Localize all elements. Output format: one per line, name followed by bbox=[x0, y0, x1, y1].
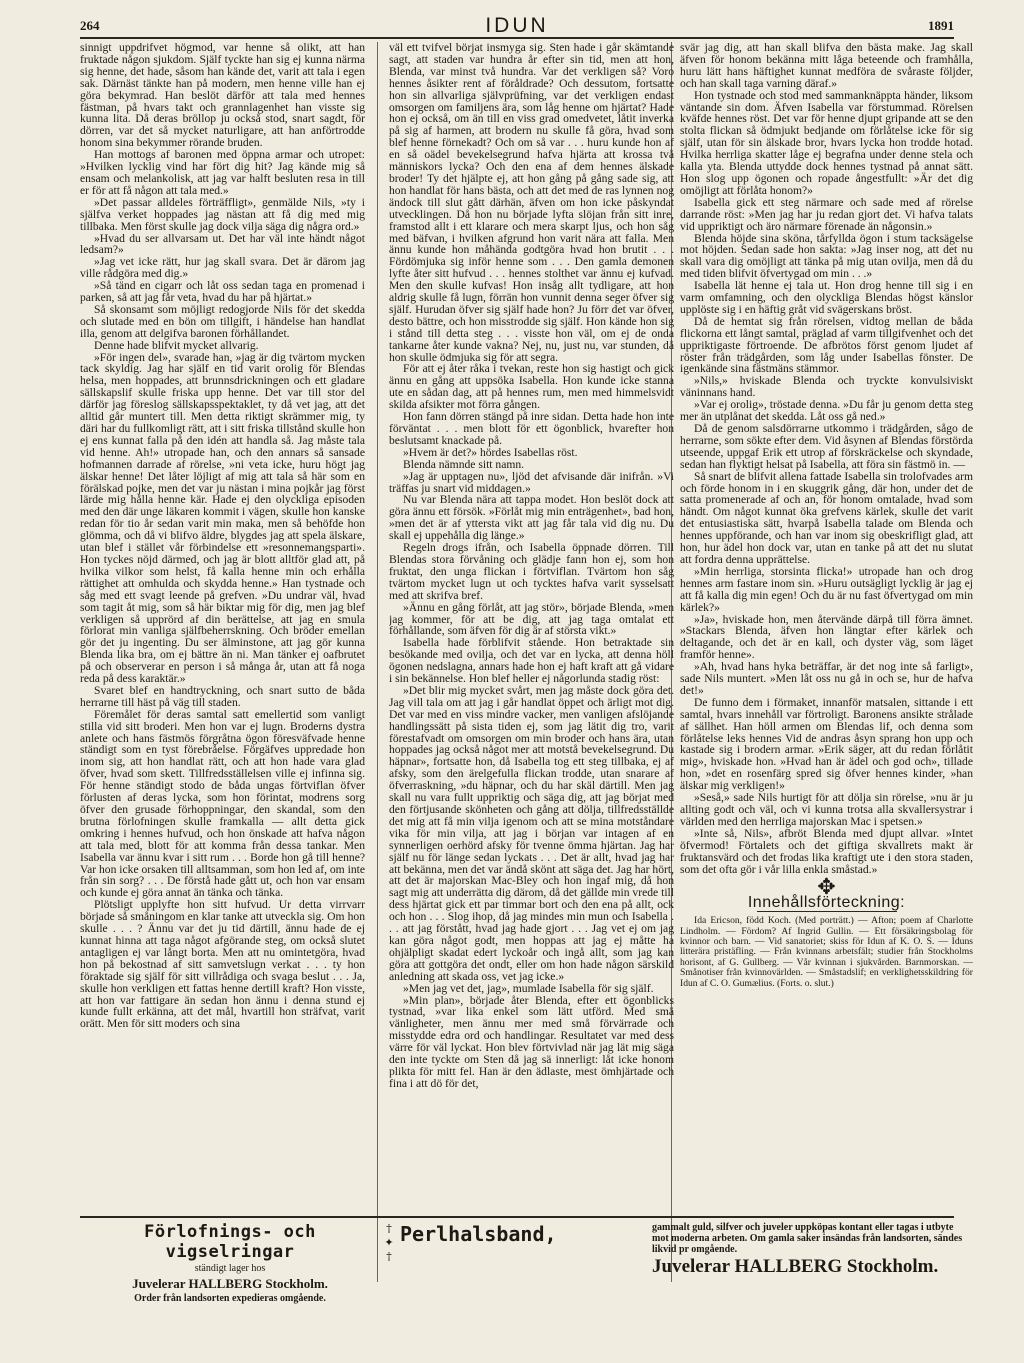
paragraph: »Jag vet icke rätt, hur jag skall svara. Det är därom jag ville rådgöra med dig.» bbox=[80, 255, 365, 281]
paragraph: »Men jag vet det, jag», mumlade Isabella för sig själf. bbox=[403, 981, 654, 995]
masthead-title: IDUN bbox=[485, 14, 549, 37]
paragraph: »Seså,» sade Nils hurtigt för att dölja sin rörelse, »nu är ju allting godt och väl, och vi kunna trotsa alla skvallersystrar i världen med den herrliga majorskan Mac i spetsen.» bbox=[680, 791, 973, 828]
column-1 bbox=[80, 42, 365, 1164]
toc-body: Ida Ericson, född Koch. (Med porträtt.) — Afton; poem af Charlotte Lindholm. — Fördom? Af Ingrid Gullin. — Ett försäkringsbolag för kvinnor och barn. — Vid sanatoriet; skiss för Idun af K. O. S. — Iduns litterära pristäfling. — Från kvinnans arbetsfält; studier från Stockholms horisont, af G. Gullberg. — Vår kvinnan i sjukvården. Barnmorskan. — Smånotiser från kvinnovärlden. — Småstadslif; en verklighetsskildring för Idun af C. O. Gumælius. (Forts. o. slut.) bbox=[680, 915, 973, 989]
column-2 bbox=[389, 42, 674, 1164]
advert-pearls bbox=[400, 1222, 973, 1280]
paragraph: »Så tänd en cigarr och låt oss sedan taga en promenad i parken, så att jag får veta, hvad du har på hjärtat.» bbox=[80, 279, 365, 305]
advert-headline: Förlofnings- och vigselringar bbox=[144, 1222, 316, 1262]
paragraph: Då de hemtat sig från rörelsen, vidtog mellan de båda flickorna ett långt samtal, präglad af varm tillgifvenhet och det uppriktigaste förtroende. De afbrötos först genom ljudet af röster från trädgården, som låg under Isabellas fönster. De igenkände sina fästmäns stämmor. bbox=[680, 314, 973, 376]
paragraph: Isabella lät henne ej tala ut. Hon drog henne till sig i en varm omfamning, och den olyckliga Blendas högst känslor upplöste sig i en häftig gråt vid svägerskans bröst. bbox=[680, 279, 973, 316]
paragraph: »Var ej orolig», tröstade denna. »Du får ju genom detta steg mer än utplånat det skedda. Låt oss gå ned.» bbox=[680, 398, 973, 424]
paragraph: Blenda nämnde sitt namn. bbox=[403, 457, 525, 471]
paragraph: Isabella hade förblifvit stående. Hon betraktade sin besökande med ovilja, och det var en lycka, att denna höll ögonen nedslagna, annars hade hon ej haft kraft att gå vidare i sin bekännelse. Hon blef heller ej någorlunda stadig röst: bbox=[389, 636, 674, 686]
paragraph: »Ännu en gång förlåt, att jag stör», började Blenda, »men jag kommer, för att be dig, att jag taga omtalat ett förhållande, som äfven för dig är af största vikt.» bbox=[389, 600, 674, 638]
paragraph: Föremålet för deras samtal satt emellertid som vanligt stilla vid sitt broderi. Men hon var ej lugn. Broderns dystra anlete och hans fästmös förgråtna ögon föresväfvade henne ständigt som en tyst förebråelse. Förgäfves uppredade hon inom sig, att hon handlat rätt, och att hon hade vara glad öfver, hvad som skett. Tillfredsställelsen ville ej infinna sig. För henne ständigt stodo de båda ungas förtviflan öfver förlusten af deras lycka, som hon förintat, modrens sorg öfver den grusade förhoppningar, den skandal, som den brutna förlofningen skulle framkalla — allt detta gick omkring i hennes hufvud, och hon önskade att hafva någon att tala med, blott för att komma från dessa tankar. Men Isabella var ännu kvar i sitt rum . . . Borde hon gå till henne? Var hon icke orsaken till alltsamman, som hon led af, om inte från sin sorg? . . . De förstå hade gått ut, och hon var ensam och kunde ej göra annat än tänka och tänka. bbox=[80, 707, 365, 900]
paragraph: sinnigt uppdrifvet högmod, var henne så olikt, att han fruktade någon sjukdom. Själf tyckte han sig ej kunna närma sig henne, det hade, såsom han kände det, varit att tala i egen sak. Därnäst tänkte han på modern, men henne ville han ej göra bekymrad. Han beslöt därför att tala med hennes fästman, på hvars takt och grannlagenhet han visste sig kunna lita. Då deras bröllop ju också stod, snart sagdt, för dörren, var det så mycket naturligare, att han anförtrodde honom sina bekymmer rörande bruden. bbox=[80, 42, 365, 150]
paragraph: »Hvem är det?» hördes Isabellas röst. bbox=[403, 445, 578, 459]
year: 1891 bbox=[928, 18, 954, 33]
ornament-icon: ✥ bbox=[817, 874, 836, 900]
column-3 bbox=[680, 42, 973, 1164]
paragraph: Så skonsamt som möjligt redogjorde Nils för det skedda och slutade med en bön om tillgift, i händelse han handlat illa, genom att delgifva baronen förhållandet. bbox=[80, 302, 365, 340]
paragraph: »För ingen del», svarade han, »jag är dig tvärtom mycken tack skyldig. Jag har själf en tid varit orolig för Blendas helsa, men hoppades, att brunnsdrickningen och ett gladare sällskapslif skulle friska upp henne. Det var till stor del därför jag föreslog sällskapsspektaklet, ty då vet jag, att det alltid går muntert till. Men detta riktigt skrämmer mig, ty däri har du fullkomligt rätt, att i sitt friska tillstånd skulle hon ej ens kunnat falla på den idén att handla så. Jag måste tala vid henne. Ah!» utropade han, och den annars så sansade hofmannen darrade af rörelse, »ni veta icke, huru högt jag älskar henne! Det låter löjligt af mig att tala så här som en förälskad pojke, men det var ju nästan i mina pojkår jag först lärde mig hålla henne kär. Hade ej den olyckliga episoden med den där unge läkaren kommit i vägen, skulle hon kanske redan för tio år sedan varit min maka, men så behöfde hon glömma, och då vi blifvo äldre, blygdes jag att spela älskare, utan blef i stället vår förbindelse ett »resonnemangsparti». Hon tyckes nöjd därmed, och jag är blott alltför glad att, på hvilka vilkor som helst, få kalla henne min och erhålla rättighet att omhulda och skydda henne.» Han tystnade och såg med ett svagt leende på grefven. »Du undrar väl, hvad som tagit åt mig, som så här biktar mig för dig, men jag blef verkligen så upprörd af din berättelse, att jag en smula förlorat min vanliga själfbeherrskning. Och bröder emellan gör det ju ingenting. Du ser älminstone, att jag gör kunna Blenda lika bra, om ej bättre än ni. Man tänker ej oafbrutet på och observerar en person i så många år, utan att få noga reda på dess karaktär.» bbox=[80, 350, 365, 686]
paragraph: Svaret blef en handtryckning, och snart sutto de båda herrarne till häst på väg till staden. bbox=[80, 683, 365, 709]
paragraph: »Det passar alldeles förträffligt», genmälde Nils, »ty i själfva verket hoppades jag nästan att få dig med mig tillbaka. Men först skulle jag dock vilja säga dig några ord.» bbox=[80, 195, 365, 233]
paragraph: »Ja», hviskade hon, men återvände därpå till förra ämnet. »Stackars Blenda, äfven hon längtar efter kärlek och deltagande, och det är en kall, och dyster väg, som läget framför henne». bbox=[680, 612, 973, 662]
paragraph: Regeln drogs ifrån, och Isabella öppnade dörren. Till Blendas stora förvåning och glädje fann hon ej, som hon fruktat, den unga flickan i förtviflan. Tvärtom hon såg tvärtom mycket lugn ut och tycktes hafva varit sysselsatt med att skrifva bref. bbox=[389, 541, 674, 602]
advert-headline: Perlhalsband, bbox=[400, 1222, 557, 1246]
paragraph: »Min herrliga, storsinta flicka!» utropade han och drog hennes arm fastare inom sin. »Huru outsägligt lycklig är jag ej att få kalla dig min egen! Och du är nu fast öfvertygad om min kärlek?» bbox=[680, 564, 973, 614]
paragraph: »Ah, hvad hans hyka beträffar, är det nog inte så farligt», sade Nils muntert. »Men låt oss nu gå in och se, hur de hafva det!» bbox=[680, 660, 973, 697]
paragraph: Hon tystnade och stod med sammanknäppta händer, liksom väntande sin dom. Äfven Isabella var förstummad. Rörelsen kväfde hennes röst. Det var för henne djupt gripande att se den stolta flickan så ödmjukt bedjande om förlåtelse icke för sig själf, utan för sin älskade bror, hvars lycka hon trodde hotad. Hvilka herrliga skatter låge ej begrafna under denne stela och kalla yta. Blenda uttydde dock hennes tystnad på annat sätt. Hon slog upp ögonen och ropade ångestfullt: »Är det dig omöjligt att förlåta honom?» bbox=[680, 88, 973, 197]
dagger-divider-icon: † ✦ † bbox=[384, 1222, 394, 1263]
ad-rule bbox=[80, 1216, 954, 1218]
header-rule bbox=[80, 37, 954, 39]
page-number: 264 bbox=[80, 18, 100, 33]
advert-rings bbox=[80, 1222, 380, 1304]
paragraph: Blenda höjde sina sköna, tårfyllda ögon i stum tacksägelse mot höjden. Sedan sade hon sakta: »Jag inser nog, att det nu skall vara dig omöjligt att tänka på mig utan ovilja, men då du med tiden blifvit öfvertygad om min . . .» bbox=[680, 231, 973, 281]
paragraph: Så snart de blifvit allena fattade Isabella sin trolofvades arm och förde honom in i en skuggrik gång, där hon, under det de satta promenerade af och an, för honom omtalade, hvad som händt. Om något kunnat öka grefvens kärlek, skulle det varit det entusiastiska sätt, hvarpå Isabella talade om Blenda och hennes uppförande, och han var inom sig obeskrifligt glad, att hon, hur ädel hon dock var, utan en tanke på att det nu slutat att fordra denna upprättelse. bbox=[680, 469, 973, 566]
paragraph: Hon fann dörren stängd på inre sidan. Detta hade hon inte förväntat . . . men blott för ett ögonblick, hvarefter hon beslutsamt knackade på. bbox=[389, 410, 674, 447]
advert-text: gammalt guld, silfver och juveler uppköpas kontant eller tagas i utbyte mot moderna arbeten. Om gamla saker insändas från landsorten, sändes likvid pr omgående. bbox=[652, 1222, 963, 1255]
column-divider bbox=[377, 42, 378, 1282]
paragraph: Han mottogs af baronen med öppna armar och utropet: »Hvilken lycklig vind har fört dig hit? Jag kände mig så ensam och melankolisk, att jag var halft besluten resa in till er för att få någon att tala med.» bbox=[80, 148, 365, 197]
toc-rule bbox=[757, 911, 897, 912]
paragraph: väl ett tvifvel börjat insmyga sig. Sten hade i går skämtande sagt, att staden var hundra år efter sin tid, men att hon, Blenda, var minst två hundra. Var det verkligen så? Voro hennes åsikter rent af föråldrade? Och dessutom, fortsatte hon sin allvarliga självprüfning, var det verkligen endast omsorgen om familjens ära, som låg henne om hjärtat? Hade hon ej också, om än till en viss grad omedvetet, låtit inverka på sig af harmen, att brodern nu skulle få göra, hvad som blef henne förnekadt? Och om så var . . . huru kunde hon af en så oädel bevekelsegrund hafva hjärta att krossa två människors lycka? Och den ena af dem hennes älskade broder! Ty det hjälpte ej, att hon gång på gång sade sig, att hon handlat för hans bästa, och att det med de ras lynnen nog ändock till slut gått därhän, äfven om hon icke påskyndat utvecklingen. Då hon nu började lyfta slöjan från sitt inre, framstod allt i ett klarare och mera skarpt ljus, och hon såg med bäfvan, i hvilken afgrund hon varit nära att falla. Men ännu kunde hon måhända godtgöra hvad hon brutit . . . Fördömjuka sig inför henne som . . . Den gamla demonen lyfte åter sitt hufvud . . . hennes stolthet var ännu ej kufvad. Men den skulle kufvas! Hon insåg allt tydligare, att hon aldrig skulle få lugn, förrän hon vunnit denna seger öfver sig själf. Hurudan öfver sig själf hade hon? Ju förr det var öfver, desto bättre, och hon misstrodde sig själf. Hon kände hon sig i stånd till detta steg . . . visste hon väl, om ej de onda tankarne åter kunde vakna? Nej, nu, just nu, var stunden, då hon skulle ödmjuka sig för att segra. bbox=[389, 42, 674, 364]
paragraph: Denne hade blifvit mycket allvarig. bbox=[94, 338, 259, 352]
paragraph: Isabella gick ett steg närmare och sade med af rörelse darrande röst: »Men jag har ju redan gjort det. Vi hafva talats vid uppriktigt och äro närmare förenade än någonsin.» bbox=[680, 195, 973, 233]
advert-subline: ständigt lager hos bbox=[194, 1263, 266, 1274]
paragraph: »Nils,» hviskade Blenda och tryckte konvulsiviskt väninnans hand. bbox=[680, 374, 973, 400]
advert-jeweler: Juvelerar HALLBERG Stockholm. bbox=[132, 1276, 328, 1291]
paragraph: »Min plan», började åter Blenda, efter ett ögonblicks tystnad, »var lika enkel som lätt utförd. Med smä vänligheter, men ännu mer med små förvärrade och misstydde edra ord och handlingar. Resultatet var med dess värre för väl lyckat. Hon blev förtvivlad när jag lät mig säga den inte tyckte om Sten då jag sä innerligt: låt icke honom plikta för mitt fel. Han är den ädlaste, mest ömhjärtade och fina i att dö för det, bbox=[389, 993, 674, 1090]
toc-title: Innehållsförteckning: bbox=[747, 894, 906, 912]
advert-footer: Order från landsorten expedieras omgående. bbox=[134, 1293, 326, 1304]
paragraph: Plötsligt upplyfte hon sitt hufvud. Ur detta virrvarr började så småningom en klar tanke att utveckla sig. Om hon skulle . . . ? Ännu var det ju tid därtill, ännu hade de ej kunnat hinna att taga något afgörande steg, om också slutet antagligen ej var långt borta. Men att nu omintetgöra, hvad hon på bekostnad af sitt samvetslugn verkat . . . ty hon föraktade sig själf för sitt villrådiga och svaga beslut . . . Ja, skulle hon verkligen ett fattas henne dertill kraft? Hon visste, att hon var fattigare än sedan hon ännu i denna stund ej kunde fullt erkänna, att det mål, hvartill hon sträfvat, varit orätt. Men för sitt moders och sina bbox=[80, 898, 365, 1031]
paragraph: »Inte så, Nils», afbröt Blenda med djupt allvar. »Intet öfvermod! Förtalets och det giftiga skvallrets makt är fruktansvärd och det frodas lika kraftigt ute i den stora staden, som det ofta gör i vår lilla enkla småstad.» bbox=[680, 826, 973, 876]
advert-jeweler: Juvelerar HALLBERG Stockholm. bbox=[652, 1256, 939, 1277]
paragraph: Nu var Blenda nära att tappa modet. Hon beslöt dock att göra ännu ett försök. »Förlåt mig min enträgenhet», bad hon, »men det är af yttersta vikt att jag får tala vid dig nu. Du skall ej uppehålla dig länge.» bbox=[389, 493, 674, 543]
paragraph: De funno dem i förmaket, innanför matsalen, sittande i ett samtal, hvars innehåll var förtroligt. Baronens ansikte strålade af sällhet. Han höll armen om Blendas lif, och denna som förlåtelse leks hennes Vid de andras åsyn sprang hon upp och kastade sig i brodern armar. »Erik säger, att du redan förlåtit mig», hviskade hon. »Hvad han är ädel och god och», tillade hon, »det en rosenfärg spred sig öfver hennes kinder, »han älskar mig verkligen!» bbox=[680, 695, 973, 793]
paragraph: svär jag dig, att han skall blifva den bästa make. Jag skall äfven för honom bekänna mitt låga beteende och framhålla, huru lätt hans häftighet kunnat medföra de svåraste följder, och han skall taga varning däraf.» bbox=[680, 42, 973, 90]
paragraph: »Hvad du ser allvarsam ut. Det har väl inte händt något ledsam?» bbox=[80, 231, 365, 257]
paragraph: Då de genom salsdörrarne utkommo i trädgården, sågo de herrarne, som sökte efter dem. Vid åsynen af Blendas förstörda utseende, uppgaf Erik ett utrop af förskräckelse och skyndade, sedan han flyktigt helsat på Isabella, att föra sin fästmö in. — bbox=[680, 422, 973, 471]
paragraph: »Jag är upptagen nu», ljöd det afvisande där inifrån. »Vi träffas ju snart vid middagen.» bbox=[389, 469, 674, 495]
paragraph: För att ej åter råka i tvekan, reste hon sig hastigt och gick ännu en gång att uppsöka Isabella. Hon kunde icke stanna ute en sådan dag, att på hennes rum, men med himmelsvidt skilda afsikter mot förra gången. bbox=[389, 362, 674, 412]
paragraph: »Det blir mig mycket svårt, men jag måste dock göra det. Jag vill tala om att jag i går handlat öppet och ärligt mot dig. Det var med en viss mindre vacker, men vanligen afslöjande handlingssätt på sista tiden ej, som jag lätit dig tro, varit förestafvadt om omsorgen om min broder och hans ära, utan hoppades jag också något mer att motstå bevekelsegrund. Du häpnar», fortsatte hon, då Isabella tog ett steg tillbaka, ej af afsky, som den ärelgefulla flickan trodde, utan snarare af öfverraskning, »du häpnar, och du har skäl därtill. Men jag skall nu vara fullt uppriktig och säga dig, att jag börjat med den förtjusande skönheten och gång att dölja, tillfredsställde det mig att få min vilja igenom och att se mina motståndare vika för min vilja, att jag i början var intagen af en synnerligen oerhörd afsky för tvenne ömma hjärtan. Jag har själf nu för länge sedan lyckats . . . Det är allt, hvad jag har att bekänna, men det var ändå skönt att säga det. Jag har hört, att det är majorskan Mac-Bley och hon ingaf mig, då hon sagt mig att underrätta dig därom, då det gällde min vrede till dess hjärtat gick ett par timmar bort och den ena på allt, ock och hon . . . Slog ihop, då jag mindes min mun och Isabella . . . att jag förstått, hvad jag hade gjort . . . Jag vet ej om jag kan göra något godt, men hoppas att jag ej måtte ha ohjälpligt skadat edert lyckoår och ingå allt, som jag kan göra att gottgöra det ondt, eller om hon hade någon särskild anledning att skada oss, vet jag icke.» bbox=[389, 683, 674, 983]
